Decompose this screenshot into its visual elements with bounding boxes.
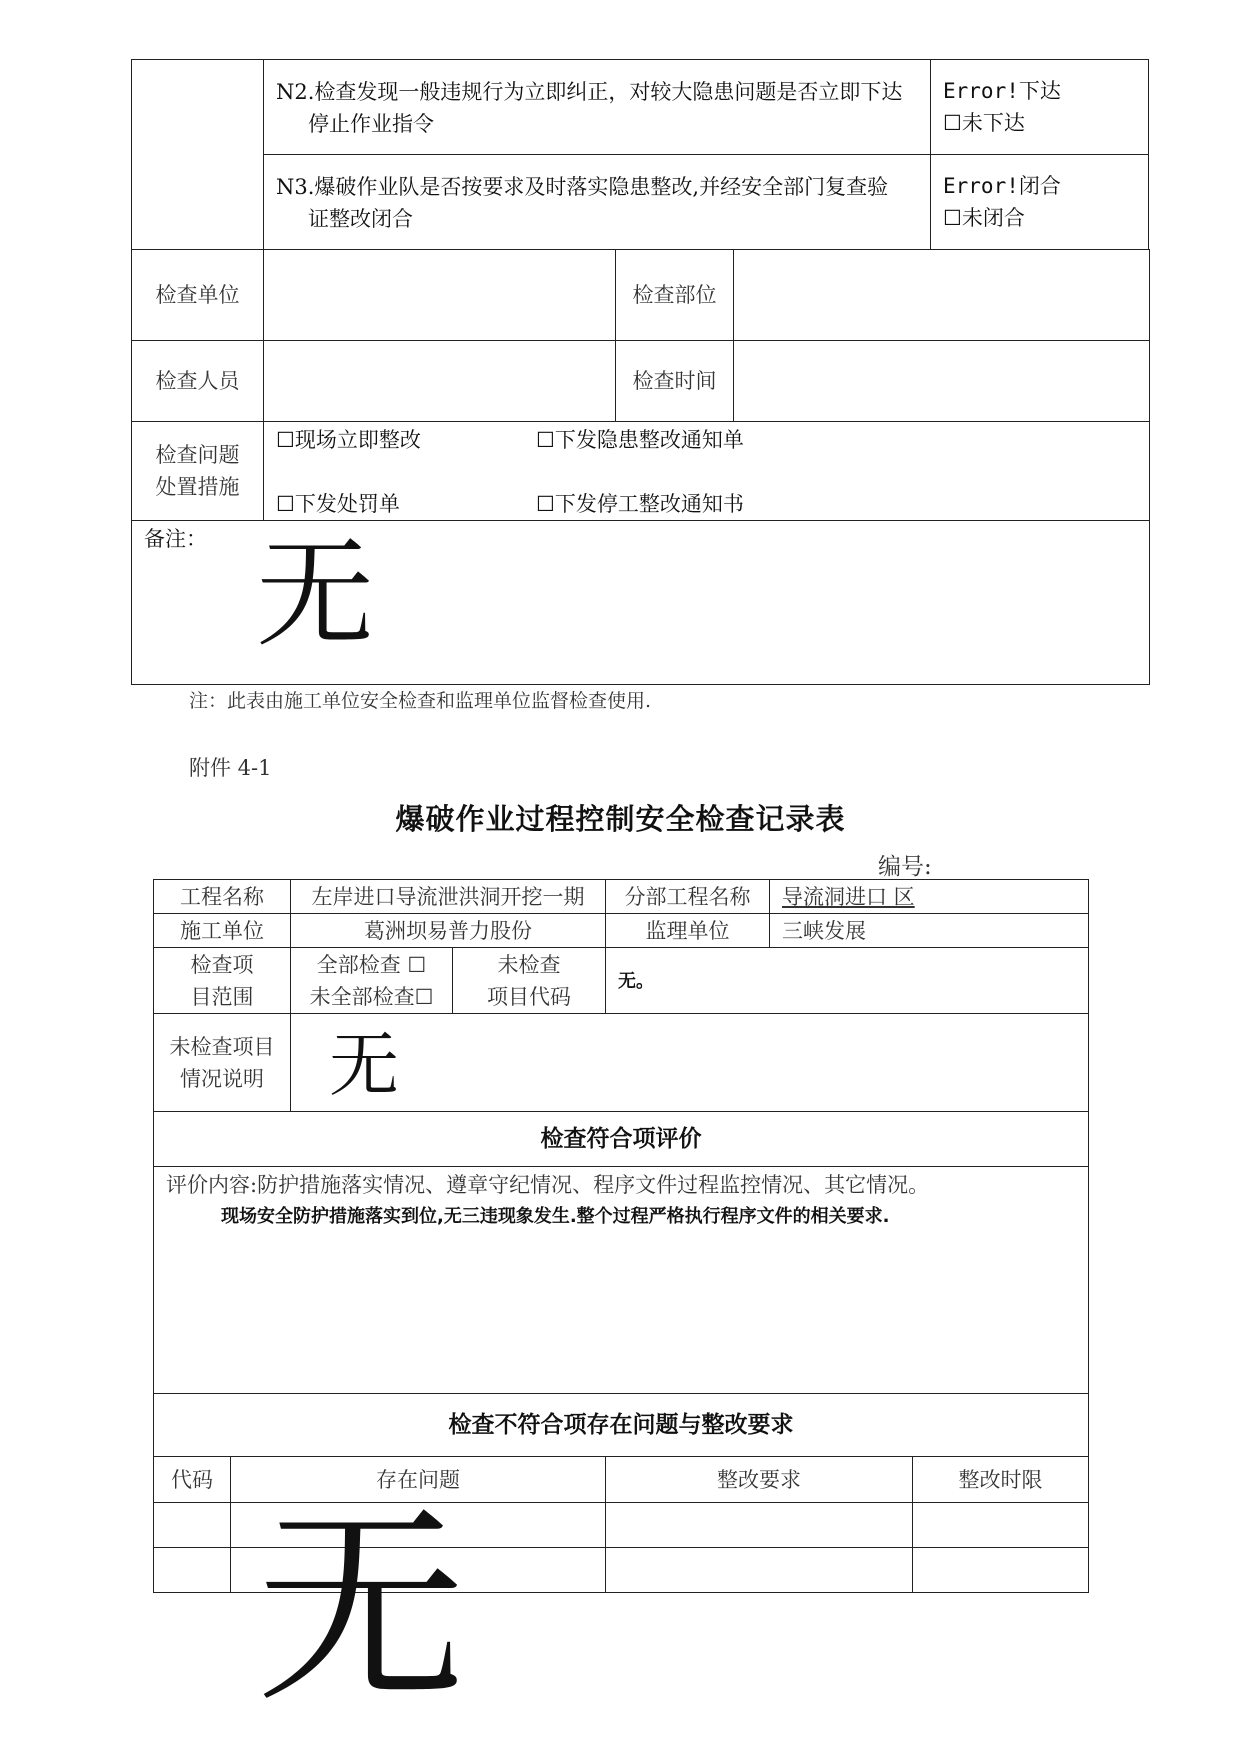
form-title: 爆破作业过程控制安全检查记录表	[395, 802, 846, 836]
col-requirement-header: 整改要求	[606, 1457, 913, 1503]
check-dept-field[interactable]	[734, 250, 1150, 341]
supervision-unit-label: 监理单位	[606, 914, 770, 948]
nonconform-heading: 检查不符合项存在问题与整改要求	[154, 1394, 1089, 1457]
eval-content-label: 评价内容:防护措施落实情况、遵章守纪情况、程序文件过程监控情况、其它情况。	[166, 1173, 930, 1197]
eval-content-value: 现场安全防护措施落实到位,无三违现象发生.整个过程严格执行程序文件的相关要求.	[221, 1206, 890, 1227]
project-name-value[interactable]: 左岸进口导流泄洪洞开挖一期	[291, 880, 606, 914]
row1-deadline[interactable]	[913, 1503, 1089, 1548]
item-n2	[264, 60, 931, 155]
usage-note: 注：此表由施工单位安全检查和监理单位监督检查使用.	[189, 690, 652, 712]
eval-content-cell[interactable]	[154, 1167, 1089, 1394]
option-not-issued[interactable]: ☐未下达	[943, 111, 1025, 135]
option-not-closed[interactable]: ☐未闭合	[943, 206, 1025, 230]
measure-label-line1: 检查问题	[155, 443, 240, 467]
option-issued[interactable]	[943, 75, 1136, 107]
unchecked-code-value-text: 无。	[618, 970, 654, 992]
sub-project-label: 分部工程名称	[606, 880, 770, 914]
bottom-handwritten: 无	[256, 1486, 467, 1731]
measure-opt-hazard-notice[interactable]: ☐下发隐患整改通知单	[536, 428, 744, 452]
item-n2-options	[931, 60, 1149, 155]
scope-label	[154, 948, 291, 1014]
scope-label-line2: 目范围	[190, 984, 254, 1009]
item-n3-line1: N3.爆破作业队是否按要求及时落实隐患整改,并经安全部门复查验	[276, 175, 889, 199]
conform-heading: 检查符合项评价	[154, 1112, 1089, 1167]
unchecked-desc-label-line2: 情况说明	[180, 1066, 264, 1091]
unchecked-desc-field[interactable]	[291, 1014, 1089, 1112]
scope-partial-checkbox[interactable]: 未全部检查☐	[309, 984, 434, 1009]
unchecked-code-value[interactable]	[606, 948, 1089, 1014]
unchecked-code-label	[453, 948, 606, 1014]
row2-code[interactable]	[154, 1548, 231, 1593]
check-dept-label: 检查部位	[616, 250, 734, 341]
row2-deadline[interactable]	[913, 1548, 1089, 1593]
row2-requirement[interactable]	[606, 1548, 913, 1593]
check-time-label: 检查时间	[616, 341, 734, 422]
measure-opt-stop-work[interactable]: ☐下发停工整改通知书	[536, 492, 744, 516]
col-deadline-header: 整改时限	[913, 1457, 1089, 1503]
supervision-unit-value[interactable]: 三峡发展	[770, 914, 1089, 948]
item-n3-line2: 证整改闭合	[308, 207, 413, 231]
serial-number-label: 编号:	[878, 854, 932, 880]
scope-options	[291, 948, 453, 1014]
construction-unit-label: 施工单位	[154, 914, 291, 948]
measure-label	[132, 422, 264, 521]
option-closed-label: 闭合	[1018, 174, 1061, 198]
option-issued-label: 下达	[1018, 79, 1061, 103]
option-closed[interactable]	[943, 170, 1136, 202]
unchecked-code-label-line1: 未检查	[497, 952, 561, 977]
construction-unit-value[interactable]: 葛洲坝易普力股份	[291, 914, 606, 948]
measure-opt-fix-now[interactable]: ☐现场立即整改	[276, 428, 421, 452]
item-n2-line1: N2.检查发现一般违规行为立即纠正，对较大隐患问题是否立即下达	[276, 80, 903, 104]
unchecked-desc-label-line1: 未检查项目	[169, 1034, 275, 1059]
col-code-header: 代码	[154, 1457, 231, 1503]
check-unit-label: 检查单位	[132, 250, 264, 341]
measure-options	[264, 422, 1150, 521]
annex-label: 附件 4-1	[189, 756, 272, 780]
item-n3-options	[931, 155, 1149, 250]
measure-opt-penalty[interactable]: ☐下发处罚单	[276, 492, 400, 516]
sub-project-value-text: 导流洞进口 区	[782, 884, 915, 909]
check-info-table	[131, 249, 1150, 685]
check-unit-field[interactable]	[264, 250, 616, 341]
remark-handwritten: 无	[256, 525, 375, 663]
field-error-text: Error!	[943, 79, 1019, 103]
row1-requirement[interactable]	[606, 1503, 913, 1548]
unchecked-desc-handwritten: 无	[329, 1024, 399, 1106]
check-person-label: 检查人员	[132, 341, 264, 422]
remark-cell[interactable]	[132, 521, 1150, 685]
sub-project-value[interactable]	[770, 880, 1089, 914]
project-name-label: 工程名称	[154, 880, 291, 914]
check-person-field[interactable]	[264, 341, 616, 422]
check-time-field[interactable]	[734, 341, 1150, 422]
row1-code[interactable]	[154, 1503, 231, 1548]
unchecked-desc-label	[154, 1014, 291, 1112]
category-cell	[132, 60, 264, 250]
measure-label-line2: 处置措施	[155, 475, 240, 499]
remark-label: 备注：	[144, 527, 207, 551]
scope-all-checkbox[interactable]: 全部检查 ☐	[316, 952, 427, 977]
field-error-text: Error!	[943, 174, 1019, 198]
inspection-items-table	[131, 59, 1149, 250]
col-issue-header: 存在问题	[231, 1457, 606, 1503]
unchecked-code-label-line2: 项目代码	[487, 984, 571, 1009]
item-n2-line2: 停止作业指令	[308, 112, 434, 136]
scope-label-line1: 检查项	[190, 952, 254, 977]
item-n3	[264, 155, 931, 250]
